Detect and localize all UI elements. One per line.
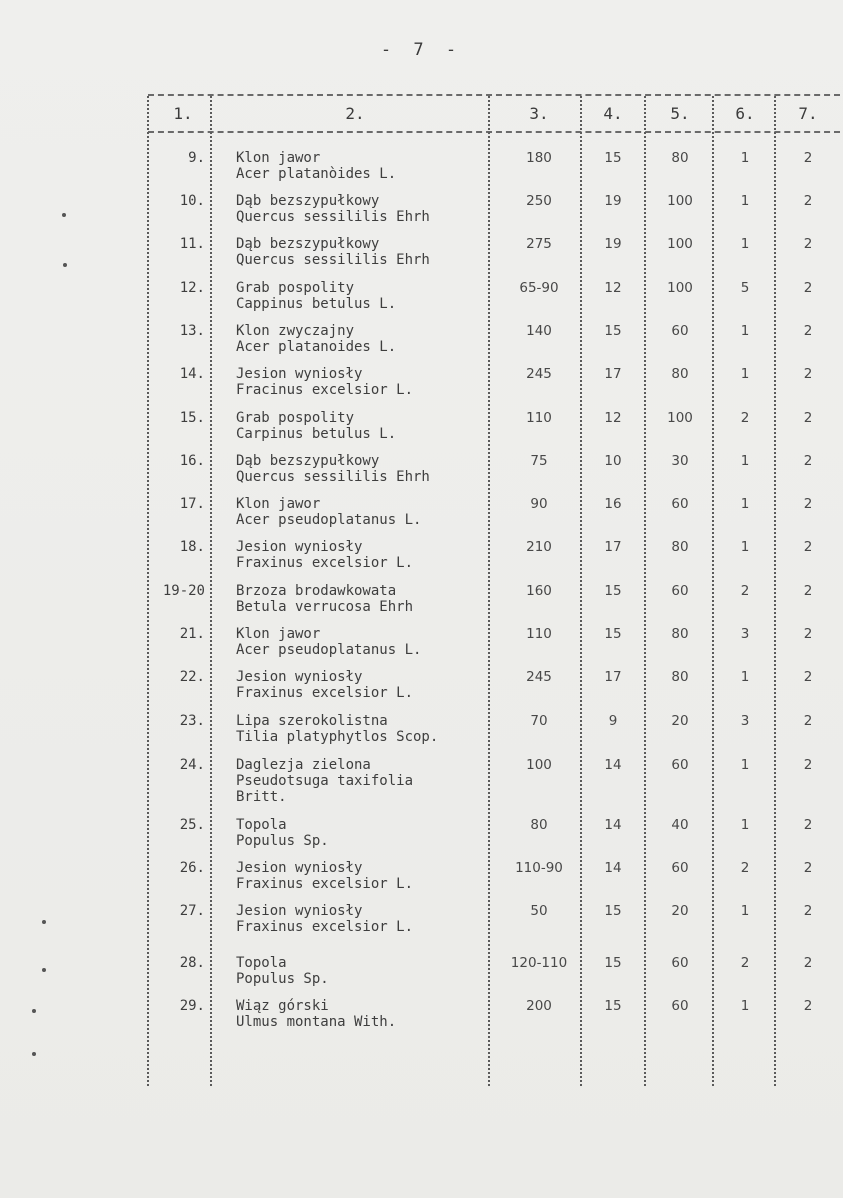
col4-value: 19 [604, 236, 622, 252]
column-separator-6 [774, 96, 776, 1086]
species-name: Topola [236, 817, 287, 833]
header-col-3: 3. [529, 104, 549, 123]
col3-value: 245 [526, 366, 552, 382]
col6-value: 1 [740, 998, 750, 1014]
column-separator-3 [580, 96, 582, 1086]
col3-value: 250 [526, 193, 552, 209]
species-cell [236, 280, 486, 312]
species-cell [236, 713, 486, 745]
col5-value: 80 [671, 626, 689, 642]
col3-value: 100 [526, 757, 552, 773]
species-cell [236, 817, 486, 849]
row-number: 22. [179, 669, 205, 685]
species-name: Jesion wyniosły [236, 860, 363, 876]
col4-value: 15 [604, 583, 622, 599]
species-cell [236, 583, 486, 615]
species-latin: Betula verrucosa Ehrh [236, 599, 414, 615]
col5-value: 80 [671, 539, 689, 555]
species-cell [236, 998, 486, 1030]
row-number: 11. [179, 236, 205, 252]
species-cell [236, 366, 486, 398]
species-latin: Acer platanòides L. [236, 166, 397, 182]
page-number: - 7 - [380, 40, 463, 60]
col3-value: 80 [530, 817, 548, 833]
row-number: 16. [179, 453, 205, 469]
row-number: 26. [179, 860, 205, 876]
header-bottom-rule [148, 131, 840, 133]
column-separator-5 [712, 96, 714, 1086]
col6-value: 3 [740, 626, 750, 642]
species-latin: Acer pseudoplatanus L. [236, 642, 422, 658]
col5-value: 100 [667, 410, 693, 426]
row-number: 10. [179, 193, 205, 209]
column-separator-left [147, 96, 149, 1086]
species-name: Wiąz górski [236, 998, 329, 1014]
col7-value: 2 [803, 903, 813, 919]
scan-speck [42, 920, 46, 924]
col7-value: 2 [803, 410, 813, 426]
species-latin: Fraxinus excelsior L. [236, 555, 414, 571]
col6-value: 1 [740, 323, 750, 339]
species-cell [236, 757, 486, 805]
species-cell [236, 955, 486, 987]
species-latin: Fraxinus excelsior L. [236, 685, 414, 701]
col3-value: 160 [526, 583, 552, 599]
col5-value: 20 [671, 903, 689, 919]
row-number: 24. [179, 757, 205, 773]
col5-value: 100 [667, 236, 693, 252]
col3-value: 70 [530, 713, 548, 729]
species-name: Dąb bezszypułkowy [236, 236, 380, 252]
col7-value: 2 [803, 860, 813, 876]
col4-value: 14 [604, 757, 622, 773]
row-number: 15. [179, 410, 205, 426]
column-separator-1 [210, 96, 212, 1086]
col4-value: 9 [608, 713, 618, 729]
header-col-2: 2. [345, 104, 365, 123]
col5-value: 100 [667, 193, 693, 209]
col4-value: 17 [604, 669, 622, 685]
col4-value: 14 [604, 817, 622, 833]
species-name: Jesion wyniosły [236, 669, 363, 685]
species-name: Dąb bezszypułkowy [236, 453, 380, 469]
row-number: 28. [179, 955, 205, 971]
col5-value: 20 [671, 713, 689, 729]
species-cell [236, 193, 486, 225]
col6-value: 3 [740, 713, 750, 729]
col7-value: 2 [803, 496, 813, 512]
row-number: 21. [179, 626, 205, 642]
col5-value: 60 [671, 860, 689, 876]
col3-value: 140 [526, 323, 552, 339]
col7-value: 2 [803, 236, 813, 252]
col5-value: 100 [667, 280, 693, 296]
col7-value: 2 [803, 150, 813, 166]
col5-value: 30 [671, 453, 689, 469]
species-latin: Acer platanoides L. [236, 339, 397, 355]
row-number: 25. [179, 817, 205, 833]
species-name: Klon jawor [236, 150, 321, 166]
col6-value: 1 [740, 193, 750, 209]
col4-value: 10 [604, 453, 622, 469]
row-number: 13. [179, 323, 205, 339]
species-name: Topola [236, 955, 287, 971]
row-number: 29. [179, 998, 205, 1014]
col6-value: 1 [740, 539, 750, 555]
row-number: 18. [179, 539, 205, 555]
species-name: Grab pospolity [236, 410, 355, 426]
species-cell [236, 410, 486, 442]
col7-value: 2 [803, 817, 813, 833]
col7-value: 2 [803, 323, 813, 339]
col7-value: 2 [803, 955, 813, 971]
col6-value: 2 [740, 955, 750, 971]
col3-value: 275 [526, 236, 552, 252]
col4-value: 15 [604, 150, 622, 166]
col6-value: 1 [740, 817, 750, 833]
species-cell [236, 860, 486, 892]
scan-speck [63, 263, 67, 267]
col6-value: 1 [740, 236, 750, 252]
column-separator-4 [644, 96, 646, 1086]
species-latin: Populus Sp. [236, 833, 329, 849]
species-name: Jesion wyniosły [236, 903, 363, 919]
col3-value: 90 [530, 496, 548, 512]
species-cell [236, 496, 486, 528]
species-name: Daglezja zielona [236, 757, 371, 773]
species-cell [236, 903, 486, 935]
col6-value: 2 [740, 583, 750, 599]
scan-speck [42, 968, 46, 972]
species-latin: Populus Sp. [236, 971, 329, 987]
col6-value: 1 [740, 150, 750, 166]
header-col-1: 1. [173, 104, 193, 123]
col5-value: 60 [671, 496, 689, 512]
col3-value: 245 [526, 669, 552, 685]
header-col-7: 7. [798, 104, 818, 123]
col7-value: 2 [803, 366, 813, 382]
col5-value: 60 [671, 757, 689, 773]
col3-value: 120-110 [510, 955, 568, 971]
row-number: 9. [188, 150, 205, 166]
species-name: Klon jawor [236, 496, 321, 512]
col3-value: 110 [526, 626, 552, 642]
col5-value: 60 [671, 323, 689, 339]
header-col-6: 6. [735, 104, 755, 123]
col4-value: 15 [604, 626, 622, 642]
species-latin: Fraxinus excelsior L. [236, 919, 414, 935]
row-number: 17. [179, 496, 205, 512]
column-separator-2 [488, 96, 490, 1086]
species-cell [236, 453, 486, 485]
col5-value: 40 [671, 817, 689, 833]
header-col-4: 4. [603, 104, 623, 123]
col4-value: 15 [604, 323, 622, 339]
col7-value: 2 [803, 453, 813, 469]
col4-value: 15 [604, 998, 622, 1014]
col7-value: 2 [803, 713, 813, 729]
row-number: 14. [179, 366, 205, 382]
species-latin: Cappinus betulus L. [236, 296, 397, 312]
col3-value: 180 [526, 150, 552, 166]
col6-value: 5 [740, 280, 750, 296]
col7-value: 2 [803, 280, 813, 296]
col4-value: 12 [604, 280, 622, 296]
col7-value: 2 [803, 193, 813, 209]
species-name: Klon jawor [236, 626, 321, 642]
species-latin: Tilia platyphytlos Scop. [236, 729, 439, 745]
table-top-rule [148, 94, 840, 96]
col5-value: 60 [671, 955, 689, 971]
col3-value: 75 [530, 453, 548, 469]
species-latin: Quercus sessililis Ehrh [236, 469, 430, 485]
col4-value: 16 [604, 496, 622, 512]
col6-value: 2 [740, 860, 750, 876]
col4-value: 17 [604, 366, 622, 382]
col6-value: 1 [740, 669, 750, 685]
row-number: 12. [179, 280, 205, 296]
species-latin: Ulmus montana With. [236, 1014, 397, 1030]
col4-value: 15 [604, 955, 622, 971]
species-name: Brzoza brodawkowata [236, 583, 397, 599]
scan-speck [32, 1009, 36, 1013]
col3-value: 50 [530, 903, 548, 919]
col4-value: 15 [604, 903, 622, 919]
col5-value: 60 [671, 998, 689, 1014]
species-name: Grab pospolity [236, 280, 355, 296]
scan-speck [32, 1052, 36, 1056]
col7-value: 2 [803, 583, 813, 599]
col3-value: 65-90 [519, 280, 559, 296]
species-name: Jesion wyniosły [236, 366, 363, 382]
col6-value: 2 [740, 410, 750, 426]
species-latin: Acer pseudoplatanus L. [236, 512, 422, 528]
scan-speck [62, 213, 66, 217]
species-cell [236, 626, 486, 658]
species-latin: Pseudotsuga taxifolia Britt. [236, 773, 414, 805]
col6-value: 1 [740, 366, 750, 382]
row-number: 23. [179, 713, 205, 729]
col6-value: 1 [740, 453, 750, 469]
col3-value: 110-90 [515, 860, 563, 876]
col5-value: 80 [671, 669, 689, 685]
species-cell [236, 236, 486, 268]
col7-value: 2 [803, 669, 813, 685]
species-latin: Carpinus betulus L. [236, 426, 397, 442]
row-number: 27. [179, 903, 205, 919]
col7-value: 2 [803, 757, 813, 773]
col5-value: 60 [671, 583, 689, 599]
species-cell [236, 150, 486, 182]
species-latin: Quercus sessililis Ehrh [236, 209, 430, 225]
col6-value: 1 [740, 903, 750, 919]
col4-value: 14 [604, 860, 622, 876]
col3-value: 110 [526, 410, 552, 426]
col5-value: 80 [671, 150, 689, 166]
species-latin: Fraxinus excelsior L. [236, 876, 414, 892]
species-cell [236, 323, 486, 355]
row-number: 19-20 [162, 583, 205, 599]
col7-value: 2 [803, 998, 813, 1014]
col5-value: 80 [671, 366, 689, 382]
col7-value: 2 [803, 539, 813, 555]
species-latin: Fracinus excelsior L. [236, 382, 414, 398]
species-name: Klon zwyczajny [236, 323, 355, 339]
col3-value: 210 [526, 539, 552, 555]
col3-value: 200 [526, 998, 552, 1014]
species-name: Lipa szerokolistna [236, 713, 388, 729]
col4-value: 12 [604, 410, 622, 426]
species-cell [236, 669, 486, 701]
col4-value: 17 [604, 539, 622, 555]
col7-value: 2 [803, 626, 813, 642]
species-cell [236, 539, 486, 571]
header-col-5: 5. [670, 104, 690, 123]
col6-value: 1 [740, 496, 750, 512]
col6-value: 1 [740, 757, 750, 773]
col4-value: 19 [604, 193, 622, 209]
species-name: Dąb bezszypułkowy [236, 193, 380, 209]
species-name: Jesion wyniosły [236, 539, 363, 555]
species-latin: Quercus sessililis Ehrh [236, 252, 430, 268]
